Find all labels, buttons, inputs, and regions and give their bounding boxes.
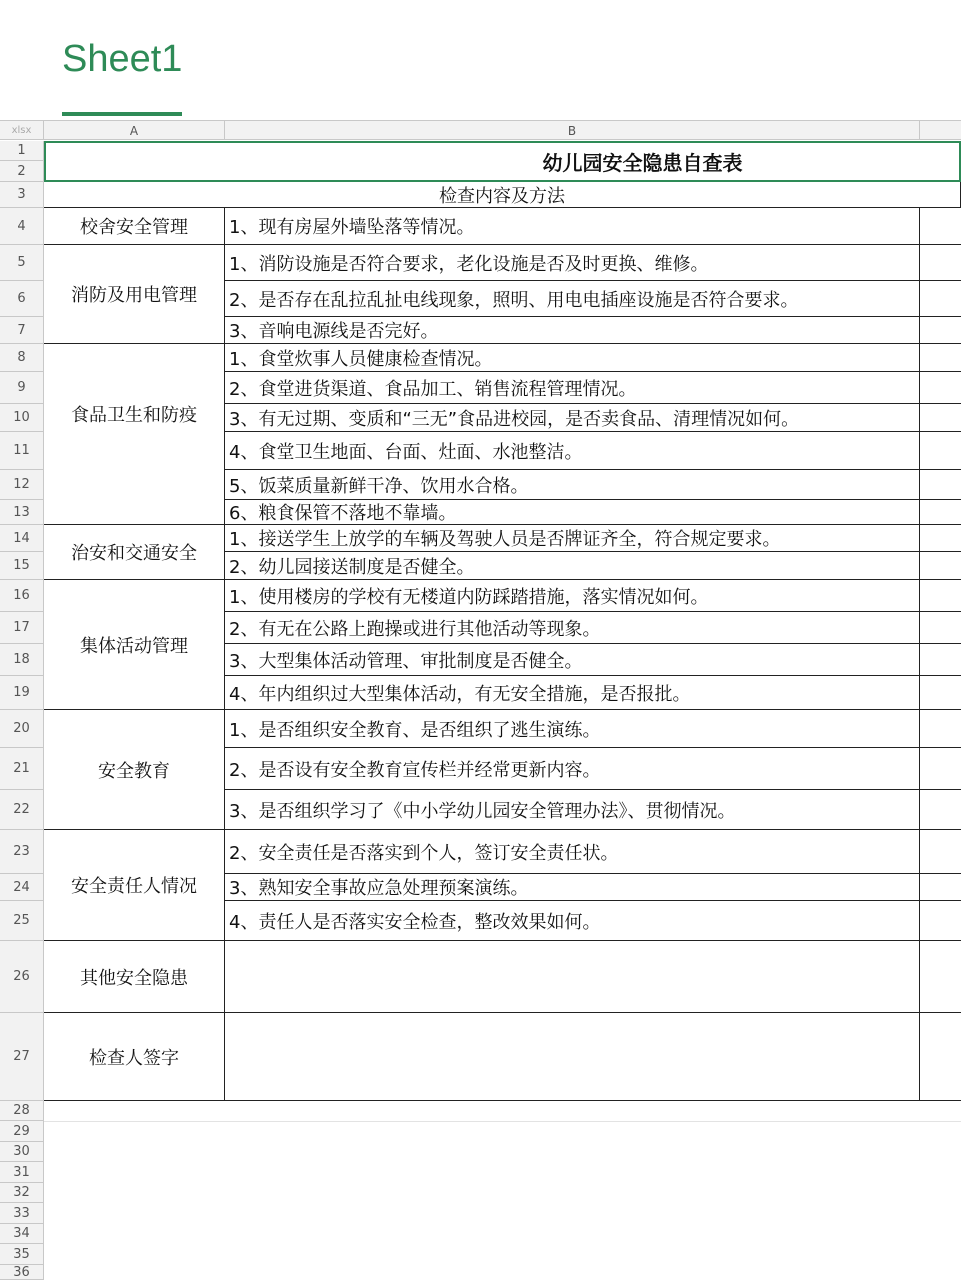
row-header[interactable]: 30 bbox=[0, 1142, 44, 1162]
empty-cell[interactable] bbox=[920, 748, 961, 790]
empty-cell[interactable] bbox=[920, 790, 961, 830]
empty-cell[interactable] bbox=[920, 1013, 961, 1101]
category-cell[interactable]: 安全责任人情况 bbox=[44, 830, 225, 941]
empty-cell[interactable] bbox=[920, 710, 961, 748]
row-header[interactable]: 8 bbox=[0, 344, 44, 372]
item-cell[interactable]: 4、责任人是否落实安全检查，整改效果如何。 bbox=[225, 901, 920, 941]
row-header[interactable]: 22 bbox=[0, 790, 44, 830]
item-cell[interactable]: 3、音响电源线是否完好。 bbox=[225, 317, 920, 344]
row-header[interactable]: 31 bbox=[0, 1162, 44, 1183]
row-header[interactable]: 5 bbox=[0, 245, 44, 281]
item-cell[interactable]: 2、安全责任是否落实到个人，签订安全责任状。 bbox=[225, 830, 920, 874]
spreadsheet-grid[interactable] bbox=[0, 120, 961, 1280]
sheet-tab-label[interactable]: Sheet1 bbox=[62, 38, 183, 80]
row-header[interactable]: 1 bbox=[0, 141, 44, 161]
item-cell[interactable]: 1、是否组织安全教育、是否组织了逃生演练。 bbox=[225, 710, 920, 748]
item-cell[interactable]: 2、是否设有安全教育宣传栏并经常更新内容。 bbox=[225, 748, 920, 790]
row-header[interactable]: 16 bbox=[0, 580, 44, 612]
empty-cell[interactable] bbox=[920, 344, 961, 372]
category-cell[interactable]: 检查人签字 bbox=[44, 1013, 225, 1101]
item-cell[interactable]: 3、是否组织学习了《中小学幼儿园安全管理办法》、贯彻情况。 bbox=[225, 790, 920, 830]
row-header[interactable]: 29 bbox=[0, 1121, 44, 1142]
column-header-c[interactable] bbox=[920, 120, 961, 140]
select-all-corner[interactable]: xlsx bbox=[0, 120, 44, 140]
row-header[interactable]: 34 bbox=[0, 1224, 44, 1244]
empty-cell[interactable] bbox=[920, 404, 961, 432]
item-cell[interactable]: 5、饭菜质量新鲜干净、饮用水合格。 bbox=[225, 470, 920, 500]
item-cell[interactable]: 1、接送学生上放学的车辆及驾驶人员是否牌证齐全，符合规定要求。 bbox=[225, 525, 920, 552]
item-cell[interactable]: 2、是否存在乱拉乱扯电线现象，照明、用电电插座设施是否符合要求。 bbox=[225, 281, 920, 317]
item-cell[interactable]: 3、大型集体活动管理、审批制度是否健全。 bbox=[225, 644, 920, 676]
row-header[interactable]: 7 bbox=[0, 317, 44, 344]
row-header[interactable]: 24 bbox=[0, 874, 44, 901]
empty-cell[interactable] bbox=[920, 901, 961, 941]
row-header[interactable]: 2 bbox=[0, 161, 44, 182]
row-header[interactable]: 36 bbox=[0, 1265, 44, 1280]
row-header[interactable]: 21 bbox=[0, 748, 44, 790]
category-cell[interactable]: 其他安全隐患 bbox=[44, 941, 225, 1013]
row-header[interactable]: 27 bbox=[0, 1013, 44, 1101]
empty-cell[interactable] bbox=[920, 245, 961, 281]
item-cell[interactable]: 3、熟知安全事故应急处理预案演练。 bbox=[225, 874, 920, 901]
row-header[interactable]: 32 bbox=[0, 1183, 44, 1203]
row-header[interactable]: 13 bbox=[0, 500, 44, 525]
item-cell[interactable]: 1、食堂炊事人员健康检查情况。 bbox=[225, 344, 920, 372]
row-header[interactable]: 15 bbox=[0, 552, 44, 580]
empty-cell[interactable] bbox=[920, 580, 961, 612]
row-header[interactable]: 17 bbox=[0, 612, 44, 644]
row-header[interactable]: 10 bbox=[0, 404, 44, 432]
row-header[interactable]: 18 bbox=[0, 644, 44, 676]
empty-cell[interactable] bbox=[920, 676, 961, 710]
active-tab-indicator bbox=[62, 112, 182, 116]
category-cell[interactable]: 集体活动管理 bbox=[44, 580, 225, 710]
sheet-title-cell[interactable]: 幼儿园安全隐患自查表 bbox=[44, 141, 961, 182]
empty-cell[interactable] bbox=[920, 281, 961, 317]
row-header[interactable]: 26 bbox=[0, 941, 44, 1013]
item-cell[interactable]: 3、有无过期、变质和“三无”食品进校园，是否卖食品、清理情况如何。 bbox=[225, 404, 920, 432]
row-header[interactable]: 14 bbox=[0, 525, 44, 552]
row-header[interactable]: 12 bbox=[0, 470, 44, 500]
empty-cell[interactable] bbox=[920, 500, 961, 525]
row-header[interactable]: 3 bbox=[0, 182, 44, 208]
empty-cell[interactable] bbox=[920, 470, 961, 500]
item-cell[interactable]: 1、消防设施是否符合要求，老化设施是否及时更换、维修。 bbox=[225, 245, 920, 281]
item-cell[interactable]: 2、食堂进货渠道、食品加工、销售流程管理情况。 bbox=[225, 372, 920, 404]
column-header-b[interactable]: B bbox=[225, 120, 920, 140]
empty-cell[interactable] bbox=[920, 372, 961, 404]
empty-cell[interactable] bbox=[920, 552, 961, 580]
item-cell[interactable]: 1、使用楼房的学校有无楼道内防踩踏措施，落实情况如何。 bbox=[225, 580, 920, 612]
empty-cell[interactable] bbox=[920, 830, 961, 874]
item-cell[interactable] bbox=[225, 941, 920, 1013]
row-header[interactable]: 35 bbox=[0, 1244, 44, 1265]
empty-cell[interactable] bbox=[920, 525, 961, 552]
row-header[interactable]: 6 bbox=[0, 281, 44, 317]
row-header[interactable]: 4 bbox=[0, 208, 44, 245]
row-header[interactable]: 23 bbox=[0, 830, 44, 874]
item-cell[interactable]: 6、粮食保管不落地不靠墙。 bbox=[225, 500, 920, 525]
column-header-a[interactable]: A bbox=[44, 120, 225, 140]
row-header[interactable]: 11 bbox=[0, 432, 44, 470]
empty-cell[interactable] bbox=[920, 317, 961, 344]
row-header[interactable]: 9 bbox=[0, 372, 44, 404]
row-header[interactable]: 20 bbox=[0, 710, 44, 748]
empty-cell[interactable] bbox=[920, 432, 961, 470]
item-cell[interactable]: 4、年内组织过大型集体活动，有无安全措施，是否报批。 bbox=[225, 676, 920, 710]
row-header[interactable]: 28 bbox=[0, 1101, 44, 1121]
subheader-cell[interactable]: 检查内容及方法 bbox=[44, 182, 961, 208]
empty-cell[interactable] bbox=[920, 644, 961, 676]
row-header[interactable]: 33 bbox=[0, 1203, 44, 1224]
category-cell[interactable]: 治安和交通安全 bbox=[44, 525, 225, 580]
row-header[interactable]: 25 bbox=[0, 901, 44, 941]
item-cell[interactable]: 2、有无在公路上跑操或进行其他活动等现象。 bbox=[225, 612, 920, 644]
category-cell[interactable]: 食品卫生和防疫 bbox=[44, 344, 225, 525]
category-cell[interactable]: 安全教育 bbox=[44, 710, 225, 830]
empty-row[interactable] bbox=[44, 1101, 961, 1122]
item-cell[interactable]: 4、食堂卫生地面、台面、灶面、水池整洁。 bbox=[225, 432, 920, 470]
category-cell[interactable]: 校舍安全管理 bbox=[44, 208, 225, 245]
empty-cell[interactable] bbox=[920, 941, 961, 1013]
category-cell[interactable]: 消防及用电管理 bbox=[44, 245, 225, 344]
empty-cell[interactable] bbox=[920, 612, 961, 644]
empty-cell[interactable] bbox=[920, 208, 961, 245]
item-cell[interactable] bbox=[225, 1013, 920, 1101]
empty-cell[interactable] bbox=[920, 874, 961, 901]
item-cell[interactable]: 2、幼儿园接送制度是否健全。 bbox=[225, 552, 920, 580]
row-header[interactable]: 19 bbox=[0, 676, 44, 710]
item-cell[interactable]: 1、现有房屋外墙坠落等情况。 bbox=[225, 208, 920, 245]
